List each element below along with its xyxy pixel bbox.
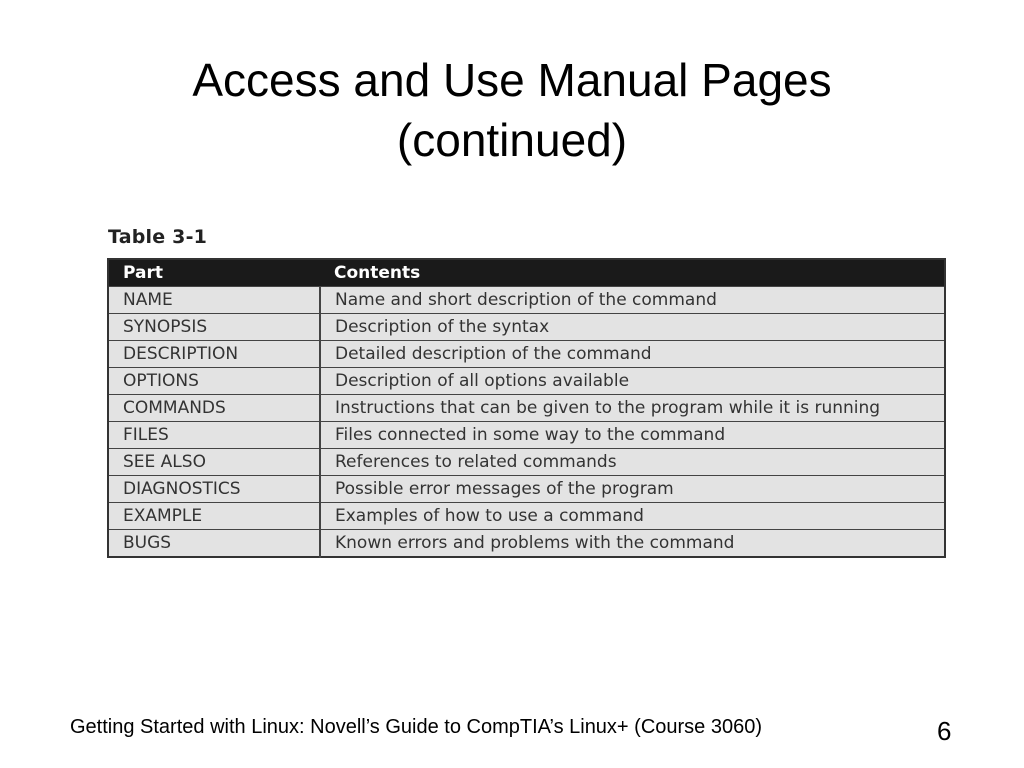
table-row [108, 314, 945, 341]
table-row [108, 395, 945, 422]
table-caption: Table 3-1 [108, 226, 208, 248]
table-row [108, 449, 945, 476]
table-row [108, 530, 945, 558]
contents-cell: References to related commands [320, 449, 945, 476]
table-row [108, 341, 945, 368]
part-cell: BUGS [108, 530, 320, 558]
contents-cell: Description of all options available [320, 368, 945, 395]
contents-cell: Possible error messages of the program [320, 476, 945, 503]
table-row [108, 287, 945, 314]
part-cell: DIAGNOSTICS [108, 476, 320, 503]
table-row [108, 503, 945, 530]
column-header-contents: Contents [320, 259, 945, 287]
part-cell: DESCRIPTION [108, 341, 320, 368]
slide-title-line2: (continued) [396, 114, 628, 166]
part-cell: SEE ALSO [108, 449, 320, 476]
contents-cell: Detailed description of the command [320, 341, 945, 368]
contents-cell: Known errors and problems with the command [320, 530, 945, 558]
column-header-part: Part [108, 259, 320, 287]
part-cell: SYNOPSIS [108, 314, 320, 341]
part-cell: OPTIONS [108, 368, 320, 395]
contents-cell: Files connected in some way to the command [320, 422, 945, 449]
slide-title [0, 50, 1024, 170]
contents-cell: Description of the syntax [320, 314, 945, 341]
table-row [108, 476, 945, 503]
man-page-parts-table [107, 258, 946, 558]
contents-cell: Examples of how to use a command [320, 503, 945, 530]
contents-cell: Instructions that can be given to the program while it is running [320, 395, 945, 422]
slide-title-line1: Access and Use Manual Pages [192, 54, 832, 106]
part-cell: EXAMPLE [108, 503, 320, 530]
part-cell: FILES [108, 422, 320, 449]
table-row [108, 422, 945, 449]
part-cell: NAME [108, 287, 320, 314]
page-number: 6 [937, 716, 952, 746]
table-header-row [108, 259, 945, 287]
table-row [108, 368, 945, 395]
contents-cell: Name and short description of the command [320, 287, 945, 314]
slide-footer: Getting Started with Linux: Novell’s Guide to CompTIA’s Linux+ (Course 3060) [70, 716, 763, 738]
part-cell: COMMANDS [108, 395, 320, 422]
